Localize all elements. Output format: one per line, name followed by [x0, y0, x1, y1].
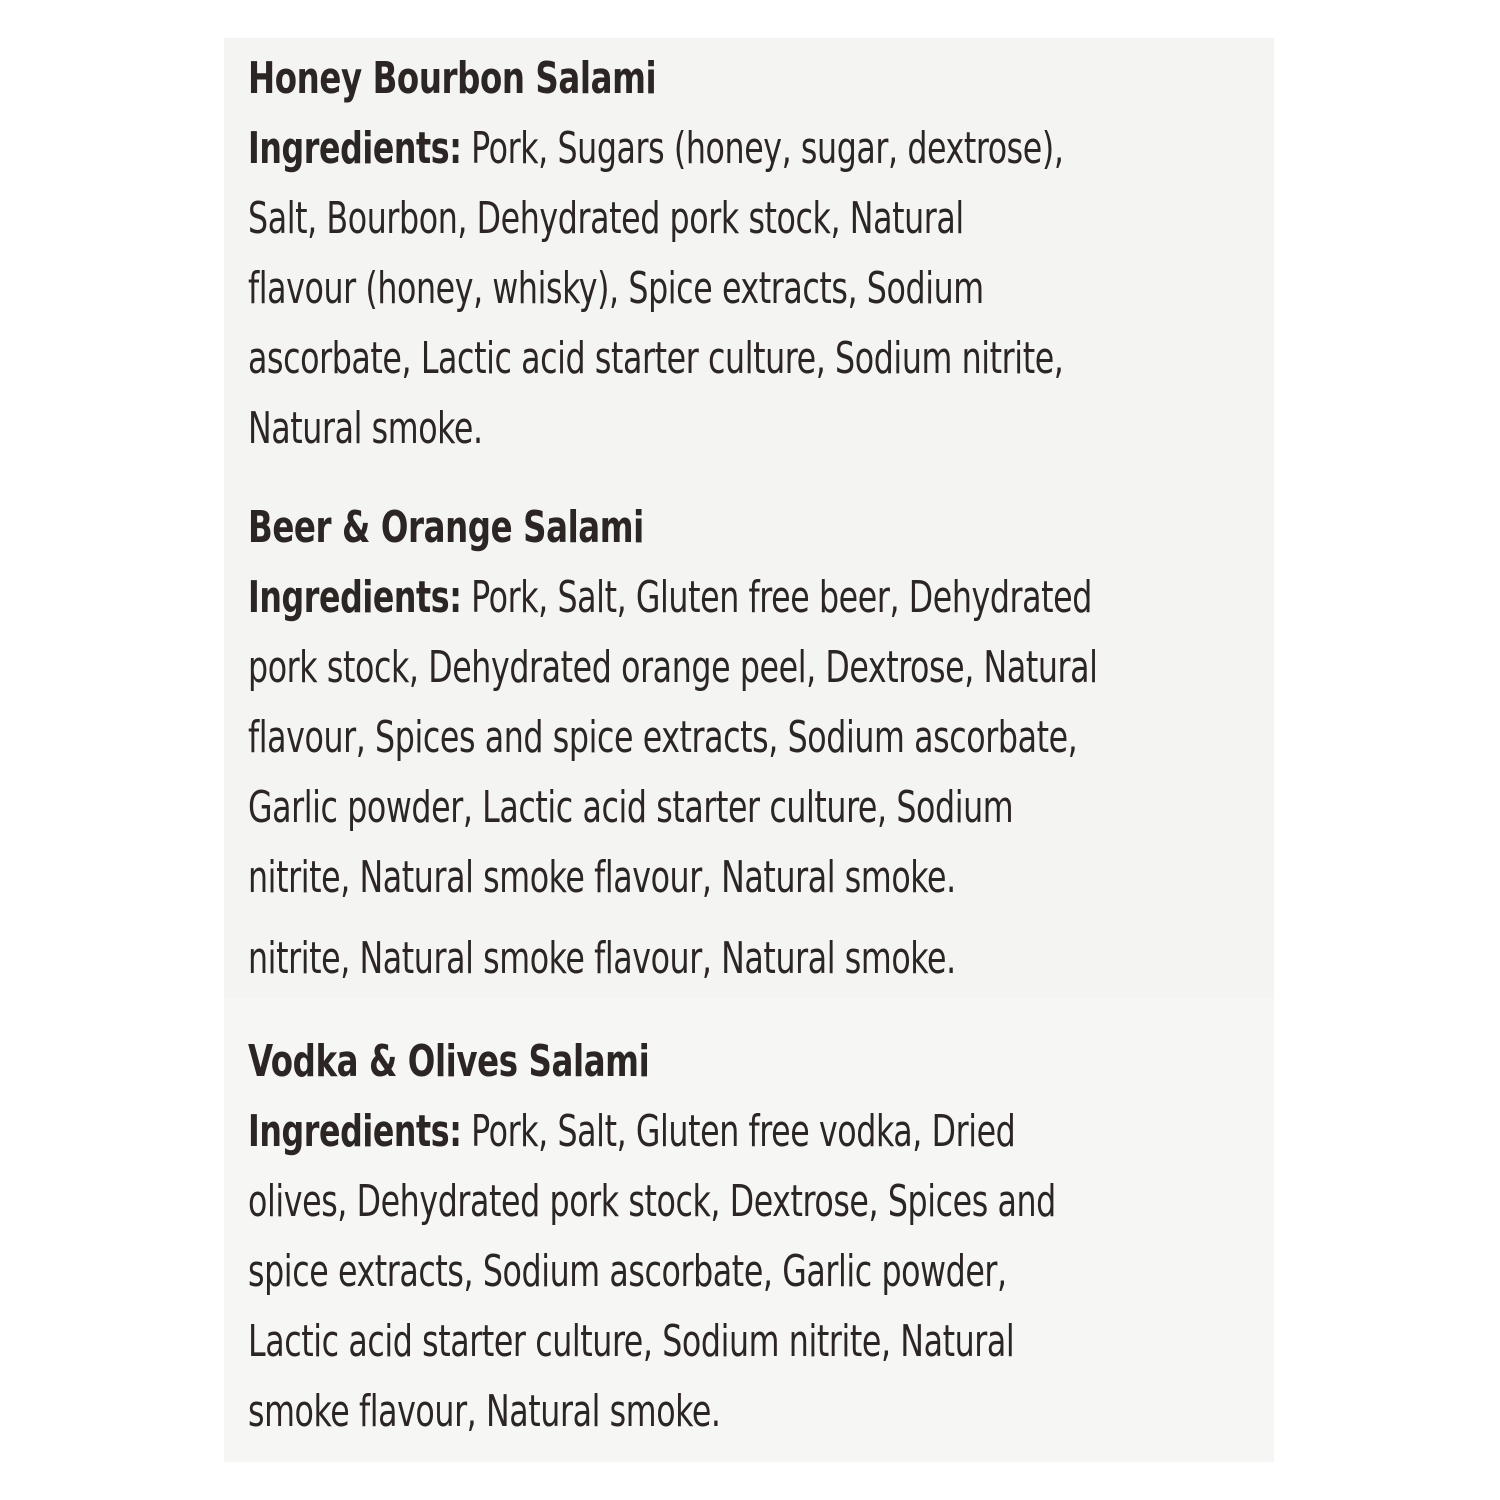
product-honey-bourbon [248, 44, 1268, 464]
duplicate-ingredients-line: nitrite, Natural smoke flavour, Natural smoke. [248, 933, 956, 984]
ingredients-line: spice extracts, Sodium ascorbate, Garlic powder, [248, 1246, 1007, 1297]
ingredients-line: nitrite, Natural smoke flavour, Natural smoke. [248, 852, 956, 903]
ingredients-line: Natural smoke. [248, 403, 483, 454]
ingredients-line: Garlic powder, Lactic acid starter culture, Sodium [248, 782, 1014, 833]
ingredients-list [248, 114, 1256, 464]
ingredients-line: smoke flavour, Natural smoke. [248, 1386, 721, 1437]
ingredients-text: Pork, Salt, Gluten free vodka, Dried [461, 1106, 1016, 1157]
ingredients-line [248, 563, 1256, 633]
ingredients-label: Ingredients: [248, 123, 462, 174]
product-title: Beer & Orange Salami [248, 502, 644, 553]
ingredients-text: Pork, Salt, Gluten free beer, Dehydrated [461, 572, 1092, 623]
product-vodka-olives [248, 1027, 1268, 1447]
ingredients-line: Salt, Bourbon, Dehydrated pork stock, Natural [248, 193, 964, 244]
ingredients-list [248, 563, 1256, 913]
product-title: Vodka & Olives Salami [248, 1036, 650, 1087]
product-title: Honey Bourbon Salami [248, 53, 657, 104]
ingredients-line [248, 114, 1256, 184]
ingredients-line: pork stock, Dehydrated orange peel, Dextrose, Natural [248, 642, 1098, 693]
product-beer-orange [248, 493, 1268, 913]
ingredients-label: Ingredients: [248, 1106, 462, 1157]
ingredients-line: Lactic acid starter culture, Sodium nitrite, Natural [248, 1316, 1015, 1367]
ingredients-list [248, 1097, 1256, 1447]
ingredients-line: flavour, Spices and spice extracts, Sodium ascorbate, [248, 712, 1078, 763]
ingredients-line: olives, Dehydrated pork stock, Dextrose, Spices and [248, 1176, 1056, 1227]
ingredients-text: Pork, Sugars (honey, sugar, dextrose), [461, 123, 1064, 174]
ingredients-line: flavour (honey, whisky), Spice extracts, Sodium [248, 263, 984, 314]
ingredients-label: Ingredients: [248, 572, 462, 623]
ingredients-line: ascorbate, Lactic acid starter culture, Sodium nitrite, [248, 333, 1064, 384]
ingredients-label-card [224, 38, 1274, 1462]
ingredients-line [248, 1097, 1256, 1167]
